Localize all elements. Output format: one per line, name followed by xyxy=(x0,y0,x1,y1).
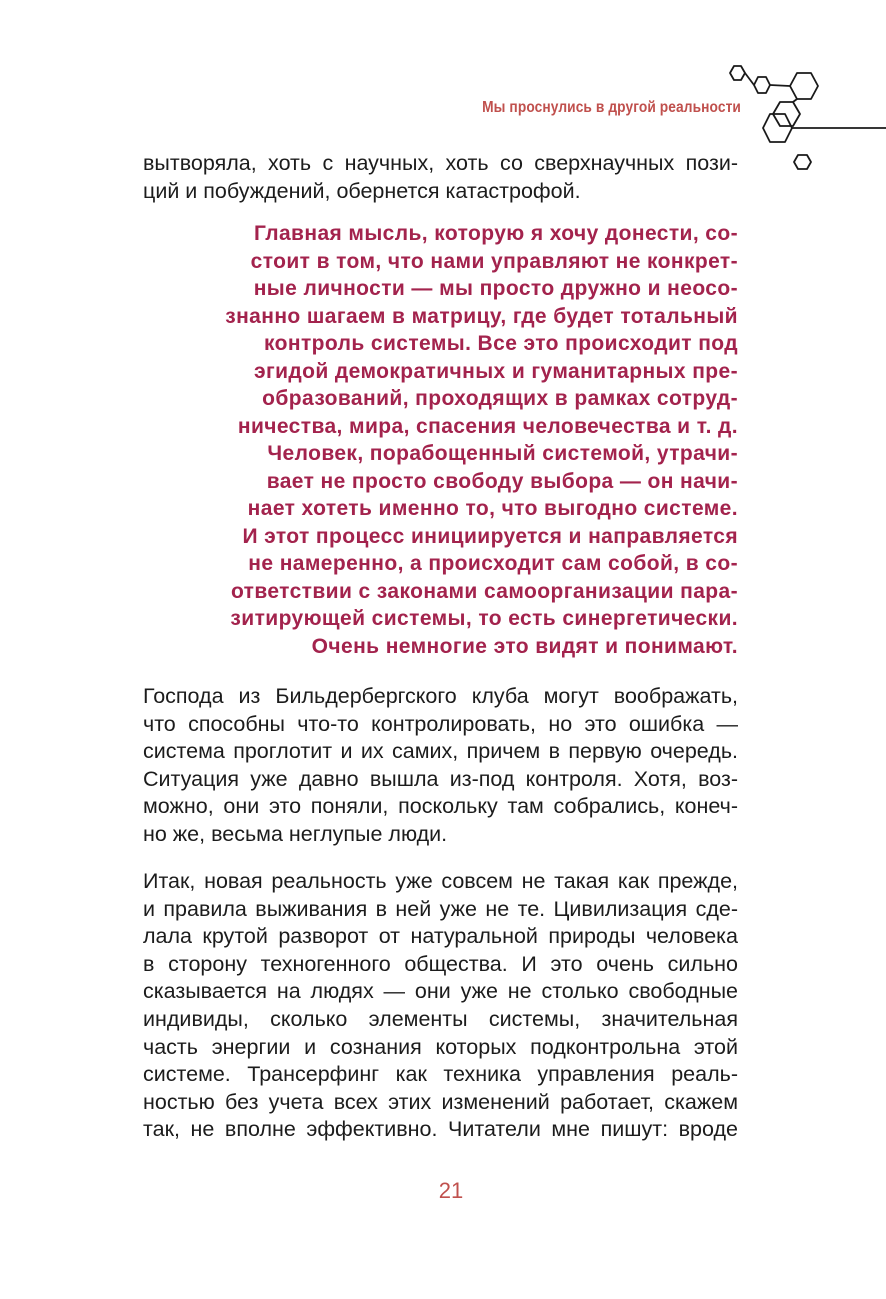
text-line: Ситуация уже давно вышла из-под контроля. Хотя, воз- xyxy=(143,766,738,791)
quote-line: ответствии с законами самоорганизации пара- xyxy=(230,579,738,603)
hexagon-molecule-icon xyxy=(725,62,886,174)
running-title: Мы проснулись в другой реальности xyxy=(482,99,741,116)
text-line: ций и побуждений, обернется катастрофой. xyxy=(143,178,581,203)
paragraph-intro xyxy=(143,150,738,205)
text-line: но же, весьма неглупые люди. xyxy=(143,821,448,846)
text-line: так, не вполне эффективно. Читатели мне пишут: вроде xyxy=(143,1117,738,1142)
text-line: и правила выживания в ней уже не те. Цивилизация сде- xyxy=(143,896,738,921)
text-line: система проглотит и их самих, причем в первую очередь. xyxy=(143,739,738,764)
quote-line: эгидой демократичных и гуманитарных пре- xyxy=(253,359,738,383)
quote-line: Очень немногие это видят и понимают. xyxy=(311,634,738,658)
page-number: 21 xyxy=(438,1178,464,1203)
text-line: Итак, новая реальность уже совсем не такая как прежде, xyxy=(143,869,738,893)
quote-line: вает не просто свободу выбора — он начи- xyxy=(266,469,738,493)
text-line: ностью без учета всех этих изменений работает, скажем xyxy=(143,1089,738,1114)
text-line: лала крутой разворот от натуральной природы человека xyxy=(143,924,738,949)
quote-line: Главная мысль, которую я хочу донести, со- xyxy=(253,222,738,245)
text-line: индивиды, сколько элементы системы, значительная xyxy=(143,1006,738,1031)
paragraph-bilderberg xyxy=(143,683,738,849)
text-line: можно, они это поняли, поскольку там собрались, конеч- xyxy=(143,794,738,819)
text-line: часть энергии и сознания которых подконтрольна этой xyxy=(143,1034,738,1059)
quote-line: зитирующей системы, то есть синергетически. xyxy=(230,607,738,630)
quote-line: ничества, мира, спасения человечества и т. д. xyxy=(237,414,738,438)
quote-line: ные личности — мы просто дружно и неосо- xyxy=(253,277,738,300)
quote-line: не намеренно, а происходит сам собой, в со- xyxy=(248,552,738,575)
quote-line: стоит в том, что нами управляют не конкрет- xyxy=(250,249,738,273)
text-line: Господа из Бильдербергского клуба могут воображать, xyxy=(143,684,738,708)
text-line: системе. Трансерфинг как техника управления реаль- xyxy=(143,1062,738,1087)
quote-line: Человек, порабощенный системой, утрачи- xyxy=(267,442,738,465)
text-line: сказывается на людях — они уже не столько свободные xyxy=(143,979,738,1004)
highlighted-quote xyxy=(143,220,738,660)
quote-line: образований, проходящих в рамках сотруд- xyxy=(262,387,738,410)
quote-line: нает хотеть именно то, что выгодно системе. xyxy=(247,497,738,520)
text-line: что способны что-то контролировать, но это ошибка — xyxy=(143,711,738,736)
text-line: в сторону техногенного общества. И это очень сильно xyxy=(143,951,738,976)
quote-line: контроль системы. Все это происходит под xyxy=(264,332,738,355)
text-line: вытворяла, хоть с научных, хоть со сверхнаучных пози- xyxy=(143,151,738,175)
quote-line: И этот процесс инициируется и направляется xyxy=(242,524,738,548)
quote-line: знанно шагаем в матрицу, где будет тотальный xyxy=(225,304,738,328)
paragraph-new-reality xyxy=(143,868,738,1144)
